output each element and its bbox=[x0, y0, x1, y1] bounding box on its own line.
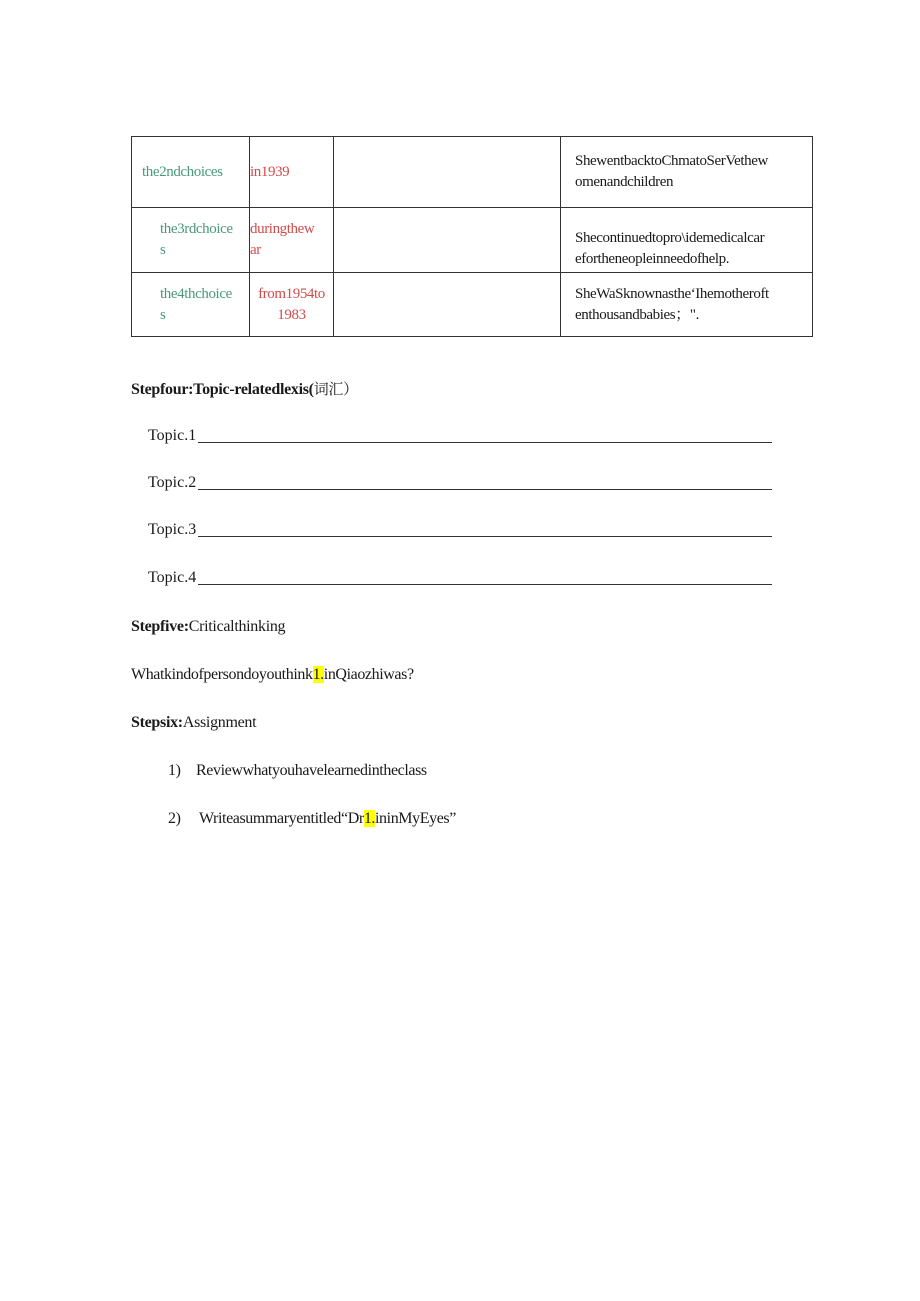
time-line: 1983 bbox=[277, 306, 306, 323]
time-label bbox=[250, 284, 333, 326]
table-row bbox=[132, 273, 813, 337]
choice-line: s bbox=[160, 306, 166, 323]
step-six-title: Stepsix: bbox=[131, 714, 183, 731]
choice-cell bbox=[132, 273, 250, 337]
list-number: 1) bbox=[168, 762, 181, 779]
time-line: from1954to bbox=[258, 285, 325, 302]
step-five-title: Stepfive: bbox=[131, 618, 189, 635]
highlight-mark: 1. bbox=[312, 666, 324, 683]
description-cell bbox=[561, 137, 813, 208]
table-row bbox=[132, 208, 813, 273]
time-cell bbox=[250, 273, 334, 337]
choice-cell bbox=[132, 208, 250, 273]
topic-line-2[interactable] bbox=[148, 474, 772, 492]
description-cell bbox=[561, 273, 813, 337]
time-cell bbox=[250, 208, 334, 273]
choices-table bbox=[131, 136, 813, 337]
description-text bbox=[561, 284, 812, 326]
topic-label: Topic.4 bbox=[148, 569, 197, 586]
assignment-item-1 bbox=[168, 762, 427, 780]
step-four-title-cn: 词汇） bbox=[313, 380, 358, 398]
choice-label bbox=[132, 284, 249, 326]
topic-line-1[interactable] bbox=[148, 427, 772, 445]
highlight-mark: 1. bbox=[363, 810, 376, 827]
description-line: omenandchildren bbox=[575, 174, 674, 190]
choice-cell bbox=[132, 137, 250, 208]
choice-label bbox=[132, 219, 249, 261]
blank-cell bbox=[334, 273, 561, 337]
step-four-heading bbox=[131, 378, 358, 399]
topic-line-3[interactable] bbox=[148, 521, 772, 539]
time-label: in1939 bbox=[250, 163, 290, 180]
critical-thinking-question bbox=[131, 666, 414, 684]
choice-line: s bbox=[160, 242, 166, 258]
choice-line: the3rdchoice bbox=[160, 221, 233, 237]
description-line: enthousandbabies；". bbox=[575, 306, 699, 323]
blank-cell bbox=[334, 208, 561, 273]
time-line: duringthew bbox=[250, 221, 315, 237]
choice-line: the4thchoice bbox=[160, 285, 232, 302]
description-line: SheWaSknownasthe‘Ihemotheroft bbox=[575, 285, 769, 302]
time-label bbox=[250, 219, 333, 261]
fill-in-line[interactable] bbox=[198, 583, 772, 585]
question-text: Whatkindofpersondoyouthink bbox=[131, 666, 313, 683]
topic-line-4[interactable] bbox=[148, 569, 772, 587]
fill-in-line[interactable] bbox=[198, 535, 772, 537]
topic-label: Topic.3 bbox=[148, 521, 197, 538]
topic-label: Topic.1 bbox=[148, 427, 197, 444]
choice-label: the2ndchoices bbox=[142, 163, 223, 180]
description-cell bbox=[561, 208, 813, 273]
description-text bbox=[561, 151, 812, 193]
assignment-item-2 bbox=[168, 810, 456, 828]
assignment-text: Reviewwhatyouhavelearnedintheclass bbox=[196, 762, 427, 779]
step-five-heading bbox=[131, 618, 285, 636]
description-line: Shecontinuedtopro\idemedicalcar bbox=[575, 230, 765, 246]
step-six-heading bbox=[131, 714, 256, 732]
time-line: ar bbox=[250, 242, 261, 258]
table-row bbox=[132, 137, 813, 208]
fill-in-line[interactable] bbox=[198, 441, 772, 443]
description-text bbox=[561, 228, 812, 272]
step-six-subtitle: Assignment bbox=[182, 714, 257, 731]
assignment-text: ininMyEyes” bbox=[375, 810, 456, 827]
step-four-title: Stepfour:Topic-relatedlexis( bbox=[131, 381, 314, 398]
blank-cell bbox=[334, 137, 561, 208]
description-line: efortheneopleinneedofhelp. bbox=[575, 251, 730, 267]
time-cell bbox=[250, 137, 334, 208]
step-five-subtitle: Criticalthinking bbox=[188, 618, 286, 635]
description-line: ShewentbacktoChmatoSerVethew bbox=[575, 153, 768, 169]
fill-in-line[interactable] bbox=[198, 488, 772, 490]
question-text: inQiaozhiwas? bbox=[323, 666, 414, 683]
assignment-text: Writeasummaryentitled“Dr bbox=[199, 810, 364, 827]
topic-label: Topic.2 bbox=[148, 474, 197, 491]
list-number: 2) bbox=[168, 810, 181, 827]
